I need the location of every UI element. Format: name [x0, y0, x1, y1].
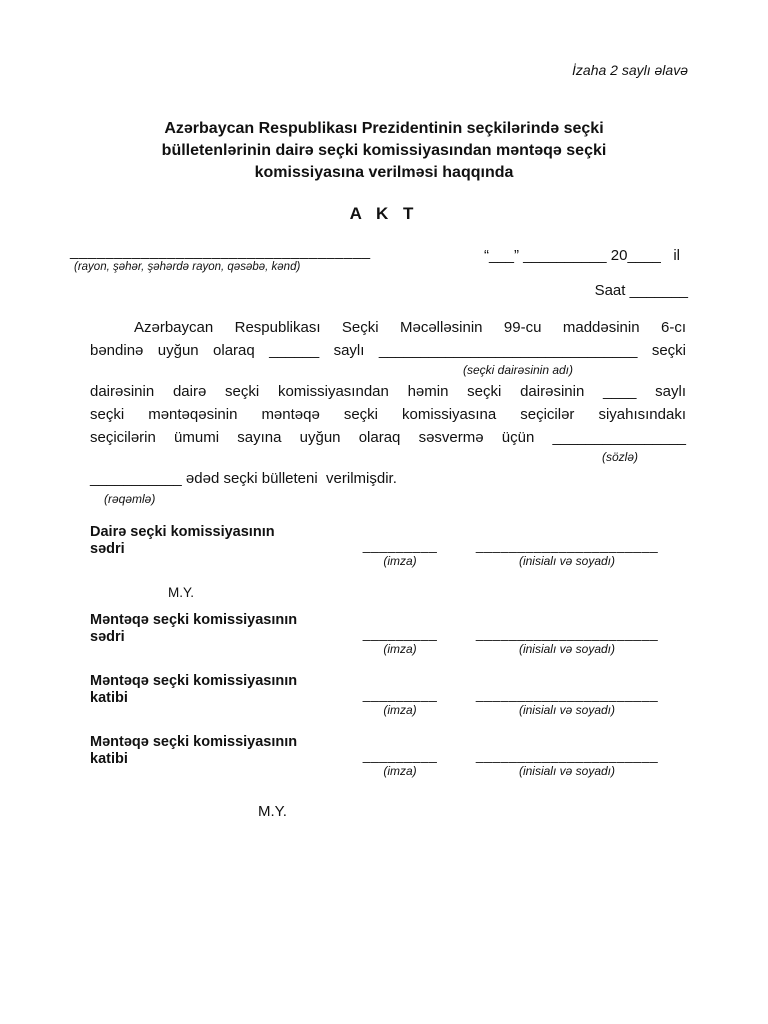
signature-label	[90, 673, 345, 718]
body-line-4: seçki məntəqəsinin məntəqə seçki komissiyasına seçicilər siyahısındakı	[90, 406, 686, 423]
signature-row-precinct-secretary-1	[90, 673, 686, 718]
body-line-5: seçicilərin ümumi sayına uyğun olaraq səsvermə üçün ________________	[90, 429, 686, 446]
date-line: “___” __________ 20____ il	[484, 247, 680, 264]
body-line-2: bəndinə uyğun olaraq ______ saylı _______________________________ seçki	[90, 342, 686, 359]
signature-label-line-1: Dairə seçki komissiyasının	[90, 524, 275, 540]
signature-label-line-2: sədri	[90, 541, 125, 557]
name-blank-line: ______________________	[475, 537, 659, 553]
document-title	[0, 118, 768, 184]
stamp-my-label: M.Y.	[168, 585, 195, 600]
signature-imza-column	[345, 524, 455, 569]
name-blank-line: ______________________	[475, 747, 659, 763]
signature-label-line-2: sədri	[90, 629, 125, 645]
time-line: Saat _______	[594, 282, 688, 299]
in-figures-caption: (rəqəmlə)	[104, 492, 156, 506]
signature-label-line-2: katibi	[90, 690, 128, 706]
imza-caption: (imza)	[383, 764, 417, 778]
signature-name-column	[467, 612, 667, 657]
signature-blank-line: _________	[362, 686, 438, 702]
in-words-caption: (sözlə)	[601, 450, 638, 464]
document-title-line-3: komissiyasına verilməsi haqqında	[254, 164, 514, 181]
signature-blank-line: _________	[362, 747, 438, 763]
signature-label	[90, 524, 345, 569]
imza-caption: (imza)	[383, 554, 417, 568]
signature-label	[90, 734, 345, 779]
name-caption: (inisialı və soyadı)	[518, 703, 616, 717]
signature-imza-column	[345, 612, 455, 657]
signature-label-line-2: katibi	[90, 751, 128, 767]
signature-imza-column	[345, 734, 455, 779]
annex-annotation: İzaha 2 saylı əlavə	[572, 62, 688, 78]
name-caption: (inisialı və soyadı)	[518, 554, 616, 568]
body-paragraph	[90, 316, 686, 507]
imza-caption: (imza)	[383, 703, 417, 717]
district-name-caption: (seçki dairəsinin adı)	[462, 363, 574, 377]
act-heading: A K T	[349, 204, 419, 223]
signature-blank-line: _________	[362, 537, 438, 553]
body-line-1: Azərbaycan Respublikası Seçki Məcəlləsinin 99-cu maddəsinin 6-cı	[134, 319, 686, 336]
location-blank-line: __________________________________	[70, 243, 371, 260]
signature-label-line-1: Məntəqə seçki komissiyasının	[90, 673, 298, 689]
signature-name-column	[467, 734, 667, 779]
signature-blank-line: _________	[362, 625, 438, 641]
signature-row-precinct-secretary-2	[90, 734, 686, 779]
signature-row-precinct-chairman	[90, 612, 686, 657]
signature-section	[90, 524, 686, 820]
signature-row-district-chairman	[90, 524, 686, 569]
name-caption: (inisialı və soyadı)	[518, 764, 616, 778]
body-line-3: dairəsinin dairə seçki komissiyasından həmin seçki dairəsinin ____ saylı	[90, 383, 686, 400]
signature-name-column	[467, 673, 667, 718]
final-stamp-my-label: M.Y.	[258, 803, 287, 820]
document-title-line-1: Azərbaycan Respublikası Prezidentinin seçkilərində seçki	[164, 120, 604, 137]
name-blank-line: ______________________	[475, 686, 659, 702]
name-blank-line: ______________________	[475, 625, 659, 641]
signature-label-line-1: Məntəqə seçki komissiyasının	[90, 612, 298, 628]
signature-label	[90, 612, 345, 657]
location-field	[70, 244, 371, 273]
location-caption: (rayon, şəhər, şəhərdə rayon, qəsəbə, kənd)	[74, 261, 301, 273]
body-line-6: ___________ ədəd seçki bülleteni verilmişdir.	[90, 470, 397, 487]
signature-name-column	[467, 524, 667, 569]
signature-imza-column	[345, 673, 455, 718]
signature-label-line-1: Məntəqə seçki komissiyasının	[90, 734, 298, 750]
imza-caption: (imza)	[383, 642, 417, 656]
document-title-line-2: bülletenlərinin dairə seçki komissiyasından məntəqə seçki	[161, 142, 607, 159]
name-caption: (inisialı və soyadı)	[518, 642, 616, 656]
